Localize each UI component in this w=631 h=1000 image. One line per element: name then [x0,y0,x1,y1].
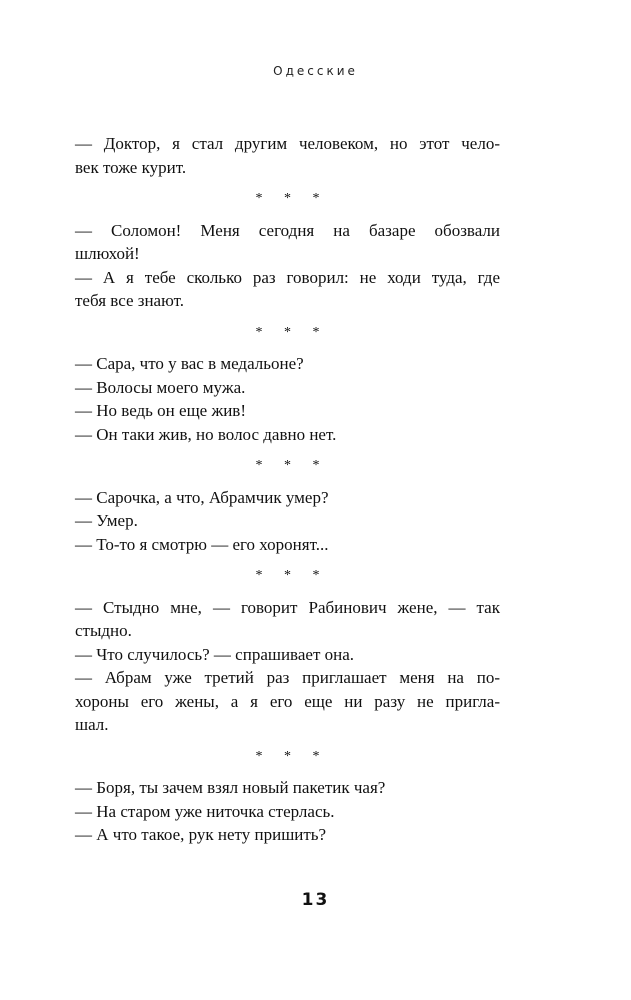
text-line: — А я тебе сколько раз говорил: не ходи туда, где [75,267,500,287]
text-line: — Но ведь он еще жив! [75,401,246,420]
text-line: тебя все знают. [75,291,184,310]
section-separator: * * * [255,191,329,206]
section-separator: * * * [255,324,329,340]
section-separator: * * * [255,568,329,583]
page-body [75,132,500,847]
text-line: — Сарочка, а что, Абрамчик умер? [75,487,329,507]
text-line: — Абрам уже третий раз приглашает меня на по- [75,668,500,687]
text-line: хороны его жены, а я его еще ни разу не пригла- [75,691,500,711]
text-line: стыдно. [75,621,132,640]
text-line: — Сара, что у вас в медальоне? [75,354,304,373]
text-line: век тоже курит. [75,157,187,177]
joke-block [75,219,500,313]
text-line: — На старом уже ниточка стерлась. [75,801,335,821]
section-separator: * * * [255,748,329,764]
text-line: — Он таки жив, но волос давно нет. [75,424,337,444]
text-line: — Умер. [75,511,138,530]
running-head: Одесские [273,64,358,78]
text-line: — Что случилось? — спрашивает она. [75,644,355,664]
text-line: — То-то я смотрю — его хоронят... [75,534,329,554]
text-line: — Стыдно мне, — говорит Рабинович жене, — так [75,597,500,617]
text-line: — Боря, ты зачем взял новый пакетик чая? [75,778,386,797]
text-line: — А что такое, рук нету пришить? [75,825,327,844]
text-line: — Доктор, я стал другим человеком, но этот чело- [75,134,500,153]
section-separator: * * * [255,458,329,473]
joke-block [75,596,500,737]
text-line: шлюхой! [75,244,140,263]
text-line: шал. [75,715,109,734]
joke-block [75,132,500,179]
joke-block [75,486,500,557]
joke-block [75,776,500,847]
page-number: 13 [301,890,330,910]
text-line: — Волосы моего мужа. [75,377,246,397]
text-line: — Соломон! Меня сегодня на базаре обозвали [75,220,500,240]
joke-block [75,352,500,446]
